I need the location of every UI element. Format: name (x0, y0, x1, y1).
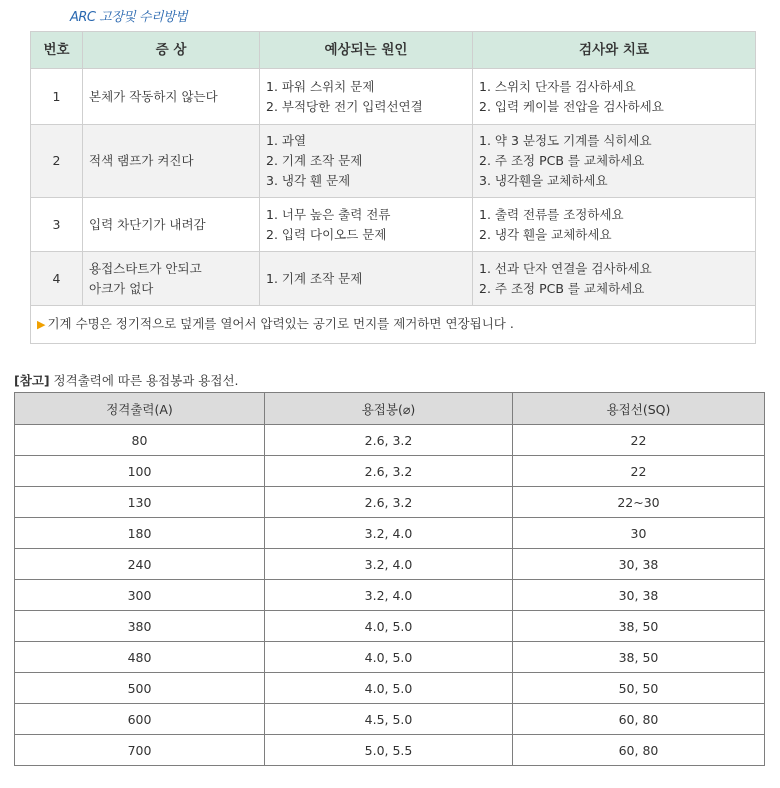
table-row (15, 580, 765, 611)
welding-cable-cell: 38, 50 (513, 611, 765, 642)
arrow-bullet-icon: ▶ (37, 318, 46, 331)
cause-line: 1. 과열 (266, 133, 307, 148)
welding-cable-cell: 22 (513, 425, 765, 456)
symptom-cell (83, 252, 260, 306)
rated-output-cell: 600 (15, 704, 265, 735)
fix-cell (473, 252, 756, 306)
cause-line: 2. 기계 조작 문제 (266, 153, 363, 168)
row-number: 2 (31, 125, 83, 198)
cause-line: 2. 입력 다이오드 문제 (266, 226, 387, 242)
table-row (15, 456, 765, 487)
troubleshooting-header-row (31, 32, 756, 69)
fix-line: 3. 냉각휀을 교체하세요 (479, 173, 608, 188)
rated-output-cell: 240 (15, 549, 265, 580)
cause-line: 1. 너무 높은 출력 전류 (266, 206, 391, 222)
fix-line: 2. 냉각 휀을 교체하세요 (479, 226, 612, 242)
symptom-line: 용접스타트가 안되고 (89, 260, 202, 276)
fix-line: 2. 입력 케이블 전압을 검사하세요 (479, 98, 664, 114)
table-row (31, 69, 756, 125)
note-text: 기계 수명은 정기적으로 덮게를 열어서 압력있는 공기로 먼지를 제거하면 연장됩니다 . (47, 316, 514, 331)
reference-text: 정격출력에 따른 용접봉과 용접선. (49, 373, 239, 388)
welding-cable-cell: 38, 50 (513, 642, 765, 673)
fix-cell (473, 69, 756, 125)
welding-cable-cell: 60, 80 (513, 704, 765, 735)
welding-cable-cell: 22~30 (513, 487, 765, 518)
fix-line: 1. 약 3 분정도 기계를 식히세요 (479, 133, 652, 148)
cause-cell (260, 69, 473, 125)
symptom-line: 본체가 작동하지 않는다 (89, 88, 218, 104)
table-row (15, 735, 765, 766)
cause-line: 3. 냉각 휀 문제 (266, 173, 351, 188)
header-electrode: 용접봉(⌀) (265, 393, 513, 425)
cause-cell (260, 198, 473, 252)
symptom-line: 입력 차단기가 내려감 (89, 216, 206, 232)
fix-cell (473, 125, 756, 198)
rated-output-cell: 500 (15, 673, 265, 704)
symptom-cell (83, 198, 260, 252)
fix-line: 2. 주 조정 PCB 를 교체하세요 (479, 280, 645, 296)
welding-cable-cell: 22 (513, 456, 765, 487)
welding-cable-cell: 30, 38 (513, 580, 765, 611)
fix-line: 2. 주 조정 PCB 를 교체하세요 (479, 153, 645, 168)
rated-output-cell: 130 (15, 487, 265, 518)
fix-line: 1. 출력 전류를 조정하세요 (479, 206, 624, 222)
reference-label: [참고] (14, 373, 50, 388)
electrode-cell: 3.2, 4.0 (265, 549, 513, 580)
table-row (31, 125, 756, 198)
electrode-cell: 4.0, 5.0 (265, 673, 513, 704)
table-row (15, 518, 765, 549)
symptom-cell (83, 125, 260, 198)
electrode-cell: 2.6, 3.2 (265, 487, 513, 518)
table-row (15, 487, 765, 518)
row-number: 4 (31, 252, 83, 306)
table-row (15, 611, 765, 642)
header-symptom: 증 상 (83, 32, 260, 69)
header-fix: 검사와 치료 (473, 32, 756, 69)
symptom-cell (83, 69, 260, 125)
note-row (31, 306, 756, 344)
electrode-cell: 4.0, 5.0 (265, 611, 513, 642)
welding-cable-cell: 30 (513, 518, 765, 549)
header-cause: 예상되는 원인 (260, 32, 473, 69)
header-rated-output: 정격출력(A) (15, 393, 265, 425)
table-row (31, 252, 756, 306)
electrode-cell: 3.2, 4.0 (265, 580, 513, 611)
table-row (15, 549, 765, 580)
symptom-line: 아크가 없다 (89, 280, 154, 296)
table-row (15, 704, 765, 735)
section-title: ARC 고장및 수리방법 (70, 10, 188, 25)
fix-cell (473, 198, 756, 252)
cause-line: 1. 기계 조작 문제 (266, 270, 363, 286)
row-number: 1 (31, 69, 83, 125)
cause-line: 2. 부적당한 전기 입력선연결 (266, 98, 423, 114)
fix-line: 1. 스위치 단자를 검사하세요 (479, 78, 636, 94)
electrode-cell: 5.0, 5.5 (265, 735, 513, 766)
rated-output-cell: 80 (15, 425, 265, 456)
electrode-cell: 2.6, 3.2 (265, 456, 513, 487)
welding-cable-cell: 30, 38 (513, 549, 765, 580)
rated-output-cell: 480 (15, 642, 265, 673)
row-number: 3 (31, 198, 83, 252)
rated-output-cell: 380 (15, 611, 265, 642)
table-row (15, 425, 765, 456)
rated-output-cell: 180 (15, 518, 265, 549)
reference-title (14, 371, 239, 389)
rated-output-cell: 300 (15, 580, 265, 611)
troubleshooting-table (30, 31, 756, 344)
electrode-cell: 2.6, 3.2 (265, 425, 513, 456)
welding-spec-table (14, 392, 765, 766)
cause-cell (260, 125, 473, 198)
cause-cell (260, 252, 473, 306)
welding-header-row (15, 393, 765, 425)
rated-output-cell: 100 (15, 456, 265, 487)
welding-cable-cell: 60, 80 (513, 735, 765, 766)
table-row (15, 642, 765, 673)
maintenance-note (31, 306, 756, 344)
electrode-cell: 3.2, 4.0 (265, 518, 513, 549)
header-welding-cable: 용접선(SQ) (513, 393, 765, 425)
table-row (15, 673, 765, 704)
electrode-cell: 4.0, 5.0 (265, 642, 513, 673)
electrode-cell: 4.5, 5.0 (265, 704, 513, 735)
cause-line: 1. 파워 스위치 문제 (266, 78, 375, 94)
symptom-line: 적색 램프가 켜진다 (89, 153, 194, 168)
table-row (31, 198, 756, 252)
rated-output-cell: 700 (15, 735, 265, 766)
welding-cable-cell: 50, 50 (513, 673, 765, 704)
header-number: 번호 (31, 32, 83, 69)
fix-line: 1. 선과 단자 연결을 검사하세요 (479, 260, 652, 276)
